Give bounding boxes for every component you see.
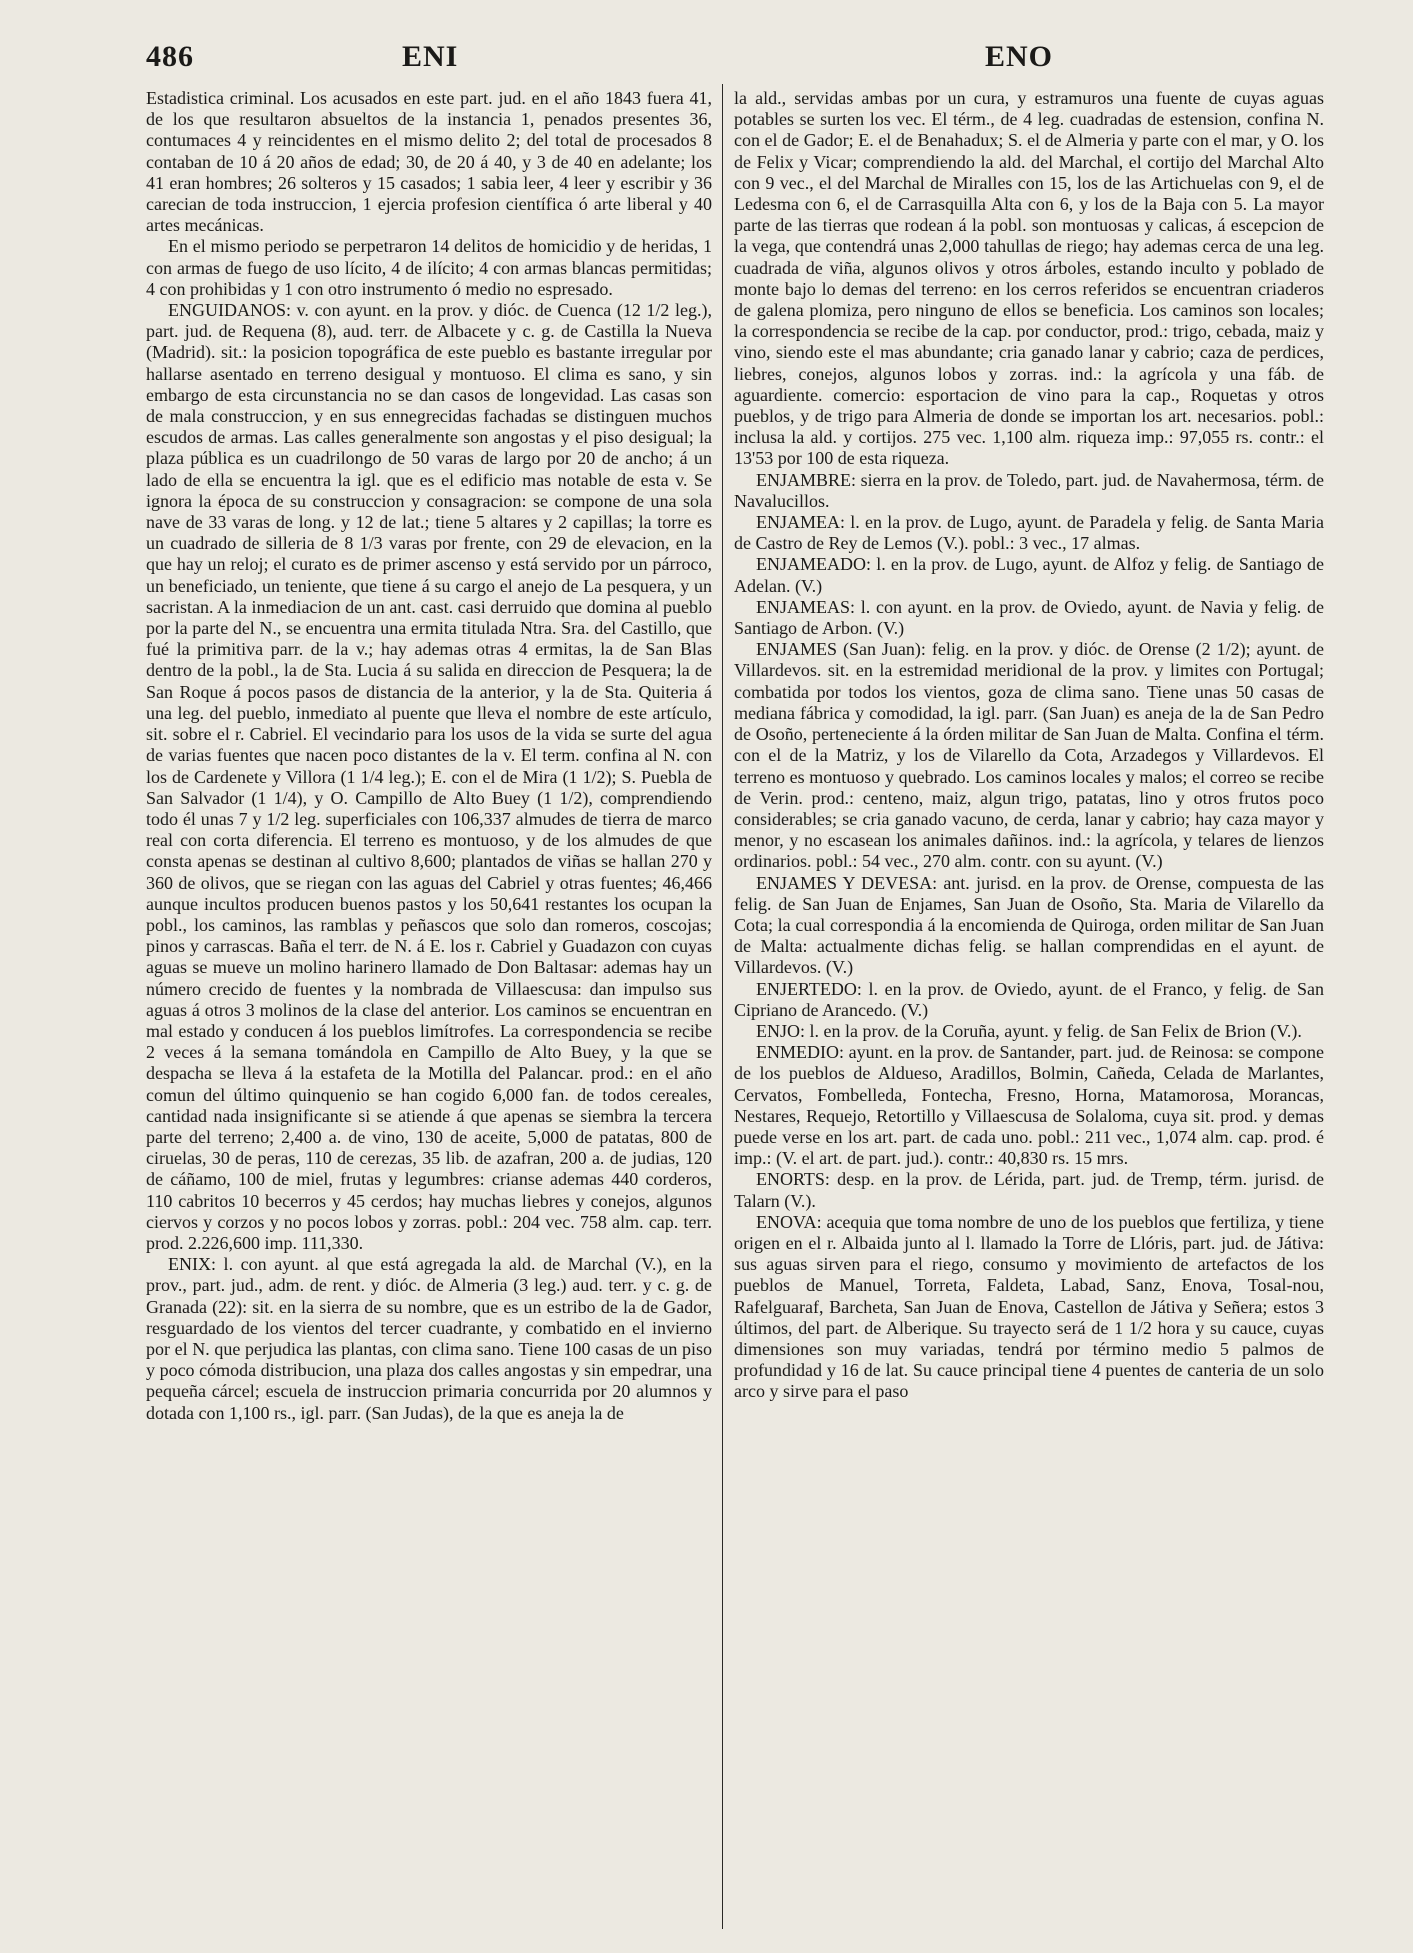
- entry-enjameado: ENJAMEADO: l. en la prov. de Lugo, ayunt. de Alfoz y felig. de Santiago de Adelan. (V.): [734, 554, 1324, 596]
- entry-enix: ENIX: l. con ayunt. al que está agregada la ald. de Marchal (V.), en la prov., part. jud., adm. de rent. y dióc. de Almeria (3 leg.) aud. terr. y c. g. de Granada (22): sit. en la sierra de su nombre, que es un estribo de la de Gador, resguardado de los vientos del tercer cuadrante, y combatido en el invierno por el N. que perjudica las plantas, con clima sano. Tiene 100 casas de un piso y poco cómoda distribucion, una plaza dos calles angostas y sin empedrar, una pequeña cárcel; escuela de instruccion primaria concurrida por 20 alumnos y dotada con 1,100 rs., igl. parr. (San Judas), de la que es aneja la de: [146, 1254, 712, 1423]
- entry-enjertedo: ENJERTEDO: l. en la prov. de Oviedo, ayunt. de el Franco, y felig. de San Cipriano de Arancedo. (V.): [734, 978, 1324, 1020]
- entry-enix-continued: la ald., servidas ambas por un cura, y estramuros una fuente de cuyas aguas potables se surten los vec. El térm., de 4 leg. cuadradas de estension, confina N. con el de Gador; E. el de Benahadux; S. el de Almeria y parte con el mar, y O. los de Felix y Vicar; comprendiendo la ald. del Marchal, el cortijo del Marchal Alto con 9 vec., el del Marchal de Miralles con 15, los de las Artichuelas con 9, el de Ledesma con 6, el de Carrasquilla Alta con 6, y los de la Baja con 5. La mayor parte de las tierras que rodean á la pobl. son montuosas y calicas, á escepcion de la vega, que contendrá unas 2,000 tahullas de riego; hay ademas cerca de una leg. cuadrada de viña, algunos olivos y otros árboles, estando inculto y poblado de monte bajo lo demas del terreno: en los cerros referidos se encuentran criaderos de galena plomiza, pero ninguno de ellos se beneficia. Los caminos son locales; la correspondencia se recibe de la cap. por conductor, prod.: trigo, cebada, maiz y vino, siendo este el mas abundante; cria ganado lanar y cabrio; caza de perdices, liebres, conejos, algunos lobos y zorras. ind.: la agrícola y una fáb. de aguardiente. comercio: esportacion de vino para la cap., Roquetas y otros pueblos, y de trigo para Almeria de donde se importan los art. necesarios. pobl.: inclusa la ald. y cortijos. 275 vec. 1,100 alm. riqueza imp.: 97,055 rs. contr.: el 13'53 por 100 de esta riqueza.: [734, 88, 1324, 469]
- paragraph-estadistica: Estadistica criminal. Los acusados en este part. jud. en el año 1843 fuera 41, de los que resultaron absueltos de la instancia 1, penados presentes 36, contumaces 4 y reincidentes en el mismo delito 2; del total de procesados 8 contaban de 10 á 20 años de edad; 30, de 20 á 40, y 3 de 40 en adelante; los 41 eran hombres; 26 solteros y 15 casados; 1 sabia leer, 4 leer y escribir y 36 carecian de toda instruccion, 1 ejercia profesion científica ó arte liberal y 40 artes mecánicas.: [146, 88, 712, 236]
- paragraph-delitos: En el mismo periodo se perpetraron 14 delitos de homicidio y de heridas, 1 con armas de fuego de uso lícito, 4 de ilícito; 4 con armas blancas permitidas; 4 con prohibidas y 1 con otro instrumento ó medio no espresado.: [146, 236, 712, 299]
- entry-enjambre: ENJAMBRE: sierra en la prov. de Toledo, part. jud. de Navahermosa, térm. de Navalucillos.: [734, 469, 1324, 511]
- entry-enova: ENOVA: acequia que toma nombre de uno de los pueblos que fertiliza, y tiene origen en el r. Albaida junto al l. llamado la Torre de Llóris, part. jud. de Játiva: sus aguas sirven para el riego, consumo y movimiento de artefactos de los pueblos de Manuel, Torreta, Faldeta, Labad, Sanz, Enova, Tosal-nou, Rafelguaraf, Barcheta, San Juan de Enova, Castellon de Játiva y Señera; estos 3 últimos, del part. de Alberique. Su trayecto será de 1 1/2 hora y su cauce, cuyas dimensiones son muy variadas, tendrá por término medio 5 palmos de profundidad y 16 de lat. Su cauce principal tiene 4 puentes de canteria de un solo arco y sirve para el paso: [734, 1211, 1324, 1402]
- running-header-left: ENI: [402, 40, 459, 73]
- entry-enjameas: ENJAMEAS: l. con ayunt. en la prov. de Oviedo, ayunt. de Navia y felig. de Santiago de Arbon. (V.): [734, 596, 1324, 639]
- entry-enorts: ENORTS: desp. en la prov. de Lérida, part. jud. de Tremp, térm. jurisd. de Talarn (V.).: [734, 1169, 1324, 1211]
- running-header-right: ENO: [985, 40, 1054, 73]
- column-divider: [722, 84, 723, 1929]
- right-column: [734, 88, 1324, 1928]
- entry-enjamea: ENJAMEA: l. en la prov. de Lugo, ayunt. de Paradela y felig. de Santa Maria de Castro de Rey de Lemos (V.). pobl.: 3 vec., 17 almas.: [734, 512, 1324, 554]
- page-number: 486: [146, 40, 194, 73]
- entry-enguidanos: ENGUIDANOS: v. con ayunt. en la prov. y dióc. de Cuenca (12 1/2 leg.), part. jud. de Requena (8), aud. terr. de Albacete y c. g. de Castilla la Nueva (Madrid). sit.: la posicion topográfica de este pueblo es bastante irregular por hallarse asentado en terreno desigual y montuoso. El clima es sano, y sin embargo de esta circunstancia no se dan casos de longevidad. Las casas son de mala construccion, y en sus ennegrecidas fachadas se distinguen muchos escudos de armas. Las calles generalmente son angostas y el piso desigual; la plaza pública es un cuadrilongo de 50 varas de largo por 20 de ancho; á un lado de ella se encuentra la igl. que es el edificio mas notable de esta v. Se ignora la época de su construccion y consagracion: se compone de una sola nave de 33 varas de long. y 12 de lat.; tiene 5 altares y 2 capillas; la torre es un cuadrado de silleria de 8 1/3 varas por frente, con 29 de elevacion, en la que hay un reloj; el curato es de primer ascenso y está servido por un párroco, un beneficiado, un teniente, que tiene á su cargo el anejo de La pesquera, y un sacristan. A la inmediacion de un ant. cast. casi derruido que domina al pueblo por la parte del N., se encuentra una ermita titulada Ntra. Sra. del Castillo, que fué la primitiva parr. de la v.; hay ademas otras 4 ermitas, la de San Blas dentro de la pobl., la de Sta. Lucia á su salida en direccion de Pesquera; la de San Roque á pocos pasos de distancia de la anterior, y la de Sta. Quiteria á una leg. del pueblo, inmediato al puente que lleva el nombre de este artículo, sit. sobre el r. Cabriel. El vecindario para los usos de la vida se surte del agua de varias fuentes que nacen poco distantes de la v. El term. confina al N. con los de Cardenete y Villora (1 1/4 leg.); E. con el de Mira (1 1/2); S. Puebla de San Salvador (1 1/4), y O. Campillo de Alto Buey (1 1/2), comprendiendo todo él unas 7 y 1/2 leg. superficiales con 106,337 almudes de tierra de marco real con corta diferencia. El terreno es montuoso, y de los almudes de que consta apenas se destinan al cultivo 8,600; plantados de viñas se hallan 270 y 360 de olivos, que se riegan con las aguas del Cabriel y otras fuentes; 46,466 aunque incultos producen buenos pastos y los 50,641 restantes los ocupan la pobl., los caminos, las ramblas y peñascos que solo dan romeros, coscojas; pinos y carrascas. Baña el terr. de N. á E. los r. Cabriel y Guadazon con cuyas aguas se mueve un molino harinero llamado de Don Baltasar: ademas hay un número crecido de fuentes y la nombrada de Villaescusa: dan impulso sus aguas á otros 3 molinos de la clase del anterior. Los caminos se encuentran en mal estado y conducen á los pueblos limítrofes. La correspondencia se recibe 2 veces á la semana tomándola en Campillo de Alto Buey, y la que se despacha se lleva á la estafeta de la Motilla del Palancar. prod.: en el año comun del último quinquenio se han cogido 6,000 fan. de todos cereales, cantidad nada insignificante si se atiende á que apenas se siembra la tercera parte del terreno; 2,400 a. de vino, 130 de aceite, 5,000 de patatas, 800 de ciruelas, 30 de peras, 110 de cerezas, 35 lib. de azafran, 200 a. de judias, 120 de cáñamo, 100 de miel, frutas y legumbres: crianse ademas 440 corderos, 110 cabritos 10 becerros y 45 cerdos; hay muchas liebres y conejos, algunos ciervos y corzos y no pocos lobos y zorras. pobl.: 204 vec. 758 alm. cap. terr. prod. 2.226,600 imp. 111,330.: [146, 300, 712, 1253]
- entry-enjames: ENJAMES (San Juan): felig. en la prov. y dióc. de Orense (2 1/2); ayunt. de Villardevos. sit. en la estremidad meridional de la prov. y limites con Portugal; combatida por todos los vientos, goza de clima sano. Tiene unas 50 casas de mediana fábrica y comodidad, la igl. parr. (San Juan) es aneja de la de San Pedro de Osoño, perteneciente á la órden militar de San Juan de Malta. Confina el térm. con el de la Matriz, y los de Vilarello da Cota, Arzadegos y Villardevos. El terreno es montuoso y quebrado. Los caminos locales y malos; el correo se recibe de Verin. prod.: centeno, maiz, algun trigo, patatas, lino y otros frutos poco considerables; se cria ganado vacuno, de cerda, lanar y cabrio; hay caza mayor y menor, y no escasean los animales dañinos. ind.: la agrícola, y telares de lienzos ordinarios. pobl.: 54 vec., 270 alm. contr. con su ayunt. (V.): [734, 639, 1324, 872]
- entry-enjo: ENJO: l. en la prov. de la Coruña, ayunt. y felig. de San Felix de Brion (V.).: [756, 1020, 1302, 1041]
- entry-enjames-y-devesa: ENJAMES Y DEVESA: ant. jurisd. en la prov. de Orense, compuesta de las felig. de San Juan de Enjames, San Juan de Osoño, Sta. Maria de Vilarello da Cota; la cual correspondia á la encomienda de Quiroga, orden militar de San Juan de Malta: actualmente dichas felig. se hallan comprendidas en el ayunt. de Villardevos. (V.): [734, 872, 1324, 978]
- entry-enmedio: ENMEDIO: ayunt. en la prov. de Santander, part. jud. de Reinosa: se compone de los pueblos de Aldueso, Aradillos, Bolmin, Cañeda, Celada de Marlantes, Cervatos, Fombelleda, Fontecha, Fresno, Horna, Matamorosa, Morancas, Nestares, Requejo, Retortillo y Villaescusa de Solaloma, cuya sit. prod. y demas puede verse en los art. part. de cada uno. pobl.: 211 vec., 1,074 alm. cap. prod. é imp.: (V. el art. de part. jud.). contr.: 40,830 rs. 15 mrs.: [734, 1042, 1324, 1169]
- left-column: [146, 88, 712, 1928]
